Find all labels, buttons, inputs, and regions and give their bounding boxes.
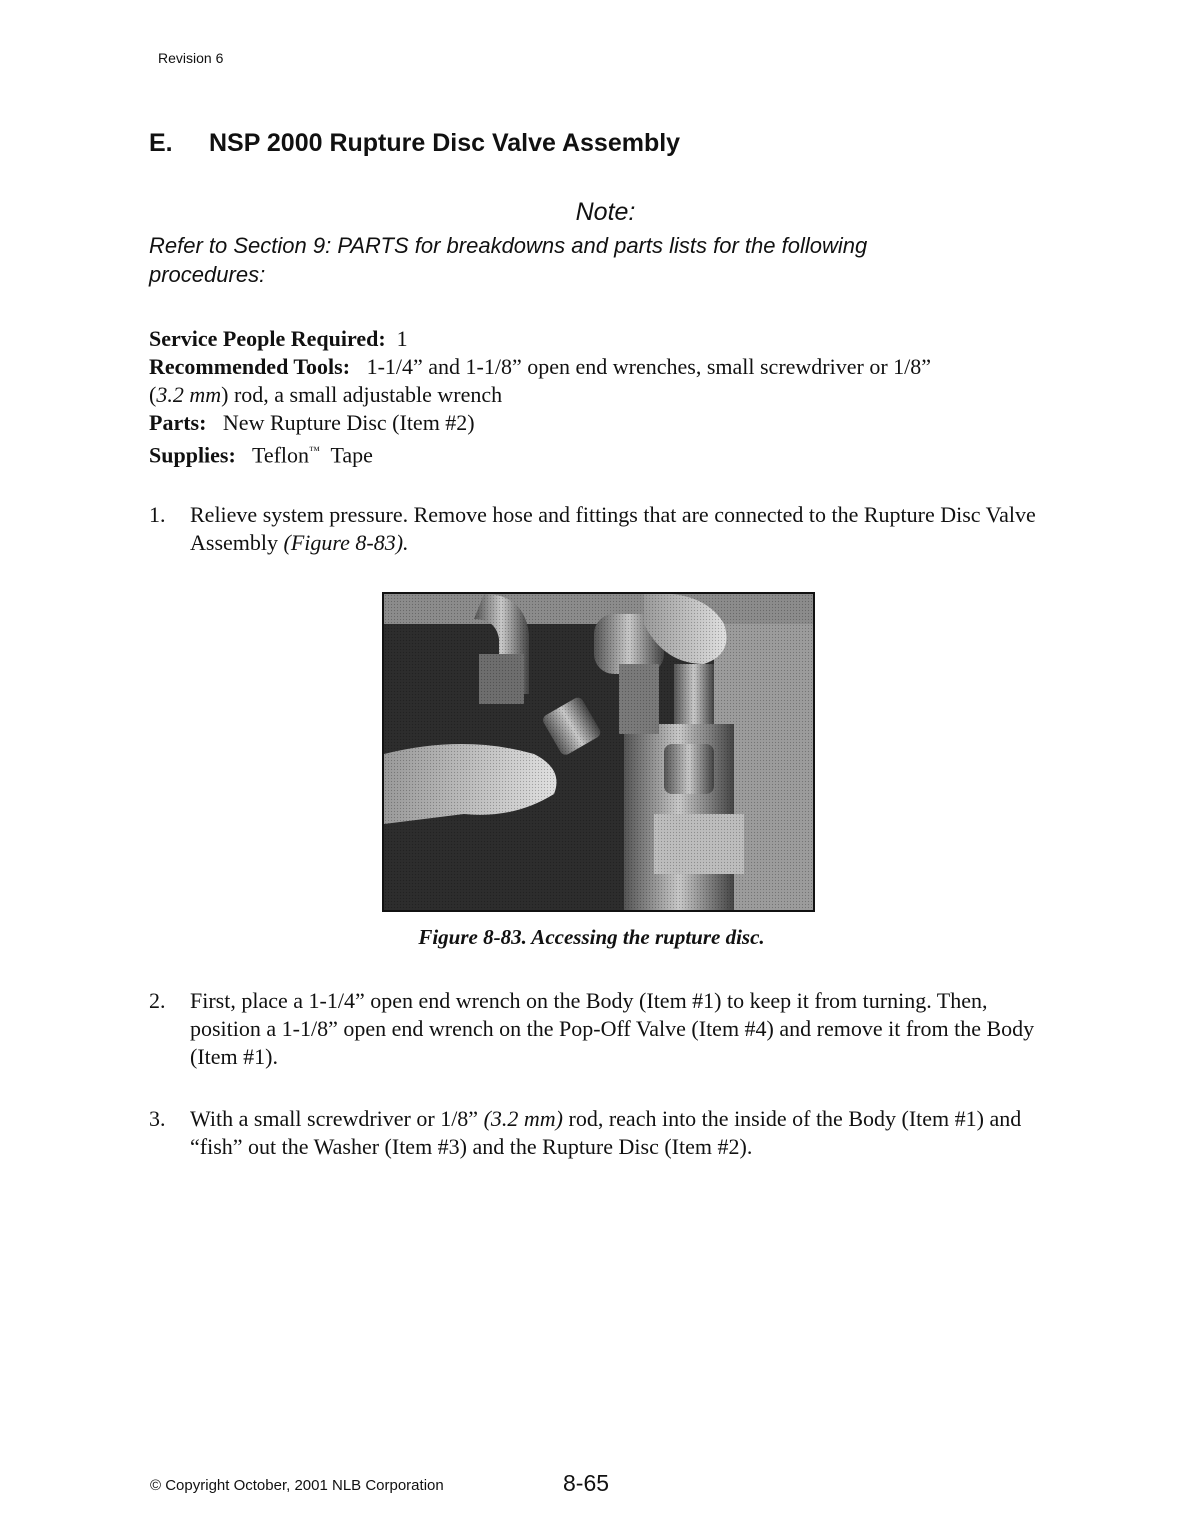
people-label: Service People Required: — [149, 326, 386, 351]
metric-value: (3.2 mm) — [483, 1106, 564, 1131]
section-title-text: NSP 2000 Rupture Disc Valve Assembly — [209, 129, 681, 157]
figure-photo — [382, 592, 815, 912]
supplies-value-1: Teflon — [251, 442, 310, 468]
tools-label: Recommended Tools: — [149, 354, 351, 379]
note-heading: Note: — [575, 198, 636, 226]
step-number: 2. — [149, 988, 166, 1013]
section-title — [149, 129, 680, 158]
step-number: 1. — [149, 502, 166, 527]
step-text: Relieve system pressure. Remove hose and fittings that are connected to the Rupture Disc Valve Assembly (Figure 8-83). — [190, 502, 1036, 555]
requirement-tools: Recommended Tools: 1-1/4” and 1-1/8” open end wrenches, small screwdriver or 1/8” (3.2 mm) rod, a small adjustable wrench — [149, 354, 932, 407]
rupture-disc-photo — [384, 594, 813, 910]
tools-value-1: 1-1/4” and 1-1/8” open end wrenches, small screwdriver or 1/8” — [366, 354, 932, 379]
figure-reference: (Figure 8-83). — [283, 530, 409, 555]
tools-value-2: rod, a small adjustable wrench — [233, 382, 503, 407]
requirement-parts — [149, 409, 1049, 437]
requirement-people — [149, 325, 1049, 353]
page-number: 8-65 — [563, 1470, 610, 1496]
tools-metric: 3.2 mm — [156, 382, 222, 407]
copyright-footer: © Copyright October, 2001 NLB Corporation — [150, 1477, 444, 1494]
step-3 — [149, 1105, 1049, 1161]
trademark-symbol: ™ — [309, 445, 320, 457]
note-body: Refer to Section 9: PARTS for breakdowns and parts lists for the following procedures: — [149, 233, 868, 287]
people-value: 1 — [396, 326, 408, 351]
step-number: 3. — [149, 1106, 166, 1131]
revision-label: Revision 6 — [158, 50, 224, 66]
supplies-label: Supplies: — [149, 442, 236, 468]
step-text: With a small screwdriver or 1/8” (3.2 mm) rod, reach into the inside of the Body (Item #1) and “fish” out the Washer (Item #3) and the Rupture Disc (Item #2). — [190, 1106, 1022, 1159]
parts-value: New Rupture Disc (Item #2) — [222, 410, 475, 435]
section-letter: E. — [149, 129, 173, 157]
figure-caption: Figure 8-83. Accessing the rupture disc. — [418, 925, 765, 949]
requirement-supplies — [149, 437, 1049, 469]
step-2 — [149, 987, 1049, 1071]
requirements-block — [149, 325, 1049, 469]
supplies-value-2: Tape — [330, 442, 373, 468]
step-text: First, place a 1-1/4” open end wrench on the Body (Item #1) to keep it from turning. Then, position a 1-1/8” open end wrench on the Pop-Off Valve (Item #4) and remove it from the Body (Item #1). — [190, 988, 1035, 1069]
step-1 — [149, 501, 1049, 557]
parts-label: Parts: — [149, 410, 207, 435]
